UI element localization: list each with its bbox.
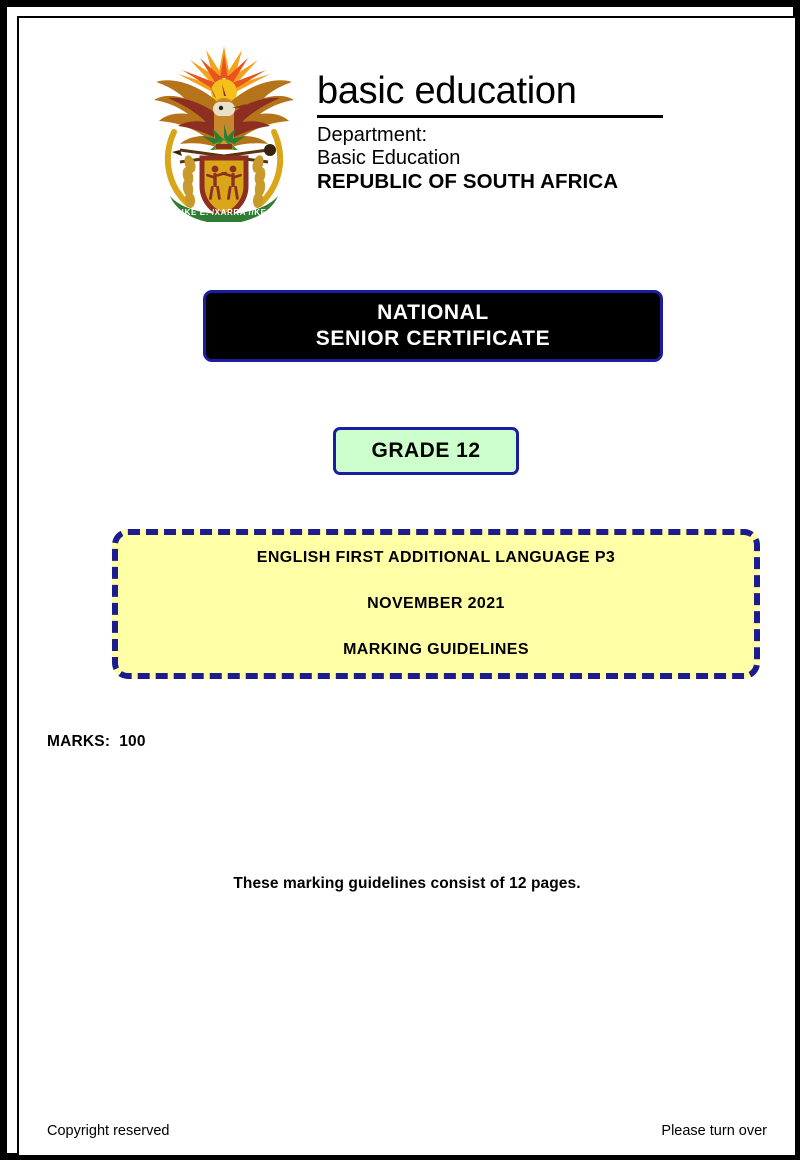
document-type: MARKING GUIDELINES	[343, 641, 529, 658]
footer-copyright: Copyright reserved	[47, 1123, 170, 1139]
page-count-note: These marking guidelines consist of 12 pages.	[233, 875, 581, 892]
svg-text:!KE E: /XARRA //KE: !KE E: /XARRA //KE	[181, 208, 267, 217]
page-footer	[47, 1123, 767, 1139]
subject-box	[112, 529, 760, 679]
department-name: Basic Education	[317, 147, 461, 169]
department-identity	[317, 70, 677, 193]
certificate-line-1: NATIONAL	[377, 301, 489, 324]
page-content	[19, 18, 795, 1155]
footer-turn-over: Please turn over	[661, 1123, 767, 1139]
grade-badge-label: GRADE 12	[371, 439, 481, 462]
total-marks: MARKS: 100	[47, 733, 146, 750]
department-label: Department:	[317, 124, 428, 146]
grade-badge	[333, 427, 519, 475]
certificate-line-2: SENIOR CERTIFICATE	[315, 327, 551, 350]
certificate-banner	[203, 290, 663, 362]
brand-title: basic education	[317, 70, 577, 112]
country-name: REPUBLIC OF SOUTH AFRICA	[317, 170, 619, 193]
masthead	[19, 32, 795, 232]
subject-title: ENGLISH FIRST ADDITIONAL LANGUAGE P3	[256, 549, 616, 566]
coat-of-arms-icon	[144, 40, 304, 222]
brand-underline	[317, 115, 663, 118]
exam-session: NOVEMBER 2021	[367, 595, 505, 612]
